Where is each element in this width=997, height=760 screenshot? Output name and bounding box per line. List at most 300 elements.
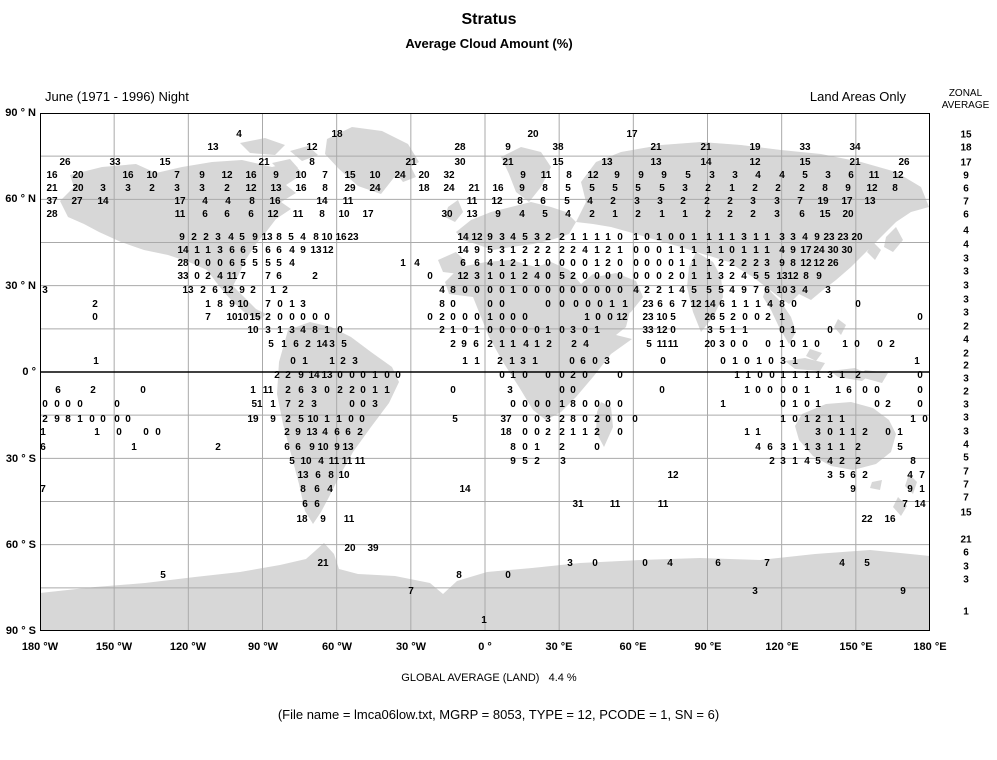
grid-value: 20 (72, 183, 84, 194)
grid-value: 4 (228, 232, 234, 243)
grid-value: 0 (534, 427, 540, 438)
grid-value: 0 (65, 399, 71, 410)
grid-value: 5 (802, 170, 808, 181)
grid-value: 12 (892, 170, 904, 181)
grid-value: 11 (341, 456, 353, 467)
grid-value: 1 (487, 271, 493, 282)
grid-value: 2 (610, 196, 616, 207)
grid-value: 0 (917, 312, 923, 323)
grid-value: 8 (517, 196, 523, 207)
grid-value: 1 (329, 356, 335, 367)
grid-value: 17 (626, 129, 638, 140)
grid-value: 2 (191, 232, 197, 243)
grid-value: 10 (237, 299, 249, 310)
grid-value: 0 (814, 339, 820, 350)
grid-value: 2 (224, 183, 230, 194)
grid-value: 1 (668, 285, 674, 296)
grid-value: 0 (765, 339, 771, 350)
grid-value: 12 (491, 196, 503, 207)
grid-value: 1 (372, 385, 378, 396)
grid-value: 1 (815, 399, 821, 410)
grid-value: 1 (270, 285, 276, 296)
grid-value: 3 (329, 339, 335, 350)
grid-value: 3 (372, 399, 378, 410)
grid-value: 13 (310, 245, 322, 256)
grid-value: 0 (780, 399, 786, 410)
grid-value: 0 (522, 399, 528, 410)
grid-value: 0 (559, 299, 565, 310)
grid-value: 4 (907, 470, 913, 481)
grid-value: 0 (633, 258, 639, 269)
zonal-average-value: 17 (960, 157, 972, 169)
grid-value: 3 (774, 196, 780, 207)
grid-value: 2 (862, 470, 868, 481)
grid-value: 0 (592, 356, 598, 367)
grid-value: 2 (545, 245, 551, 256)
grid-value: 17 (800, 245, 812, 256)
grid-value: 9 (900, 586, 906, 597)
grid-value: 0 (791, 299, 797, 310)
zonal-average-value: 3 (963, 373, 969, 385)
grid-value: 8 (510, 442, 516, 453)
grid-value: 1 (570, 427, 576, 438)
grid-value: 7 (919, 470, 925, 481)
grid-value: 0 (194, 271, 200, 282)
grid-value: 2 (312, 271, 318, 282)
grid-value: 0 (348, 414, 354, 425)
grid-value: 10 (338, 470, 350, 481)
zonal-average-value: 4 (963, 439, 969, 451)
grid-value: 9 (179, 232, 185, 243)
grid-value: 20 (527, 129, 539, 140)
grid-value: 26 (898, 157, 910, 168)
grid-value: 0 (729, 245, 735, 256)
grid-value: 1 (270, 399, 276, 410)
grid-value: 11 (656, 339, 668, 350)
grid-value: 21 (849, 157, 861, 168)
grid-value: 2 (855, 442, 861, 453)
grid-value: 0 (742, 312, 748, 323)
grid-value: 1 (510, 339, 516, 350)
grid-value: 8 (328, 470, 334, 481)
grid-value: 6 (715, 558, 721, 569)
grid-value: 11 (354, 456, 366, 467)
grid-value: 6 (580, 356, 586, 367)
grid-value: 8 (910, 456, 916, 467)
grid-value: 8 (65, 414, 71, 425)
grid-value: 2 (42, 414, 48, 425)
grid-value: 5 (897, 442, 903, 453)
grid-value: 1 (792, 370, 798, 381)
grid-value: 13 (864, 196, 876, 207)
grid-value: 3 (752, 586, 758, 597)
grid-value: 1 (792, 356, 798, 367)
grid-value: 0 (545, 399, 551, 410)
grid-value: 2 (274, 370, 280, 381)
grid-value: 2 (705, 183, 711, 194)
grid-value: 0 (427, 312, 433, 323)
grid-value: 1 (792, 456, 798, 467)
grid-value: 4 (414, 258, 420, 269)
grid-value: 1 (804, 385, 810, 396)
grid-value: 11 (174, 209, 186, 220)
grid-value: 9 (54, 414, 60, 425)
grid-value: 0 (92, 312, 98, 323)
grid-value: 0 (522, 414, 528, 425)
grid-value: 8 (570, 414, 576, 425)
grid-value: 1 (534, 442, 540, 453)
grid-value: 9 (199, 170, 205, 181)
grid-value: 4 (565, 209, 571, 220)
grid-value: 9 (790, 245, 796, 256)
grid-value: 0 (757, 370, 763, 381)
grid-value: 5 (298, 414, 304, 425)
grid-value: 3 (825, 170, 831, 181)
grid-value: 2 (559, 427, 565, 438)
grid-value: 0 (140, 385, 146, 396)
grid-value: 10 (295, 170, 307, 181)
grid-value: 0 (827, 427, 833, 438)
grid-value: 5 (670, 312, 676, 323)
grid-value: 1 (450, 325, 456, 336)
grid-value: 11 (667, 339, 679, 350)
grid-value: 4 (523, 339, 529, 350)
grid-value: 2 (298, 399, 304, 410)
grid-value: 6 (669, 299, 675, 310)
grid-value: 0 (324, 312, 330, 323)
grid-value: 4 (289, 245, 295, 256)
grid-value: 0 (679, 271, 685, 282)
grid-value: 1 (744, 427, 750, 438)
zonal-average-value: 7 (963, 196, 969, 208)
global-average-label: GLOBAL AVERAGE (LAND) 4.4 % (401, 672, 577, 684)
grid-value: 0 (744, 356, 750, 367)
grid-value: 5 (522, 456, 528, 467)
grid-value: 0 (42, 399, 48, 410)
grid-value: 21 (317, 558, 329, 569)
grid-value: 2 (285, 370, 291, 381)
lat-tick-label: 60 ° S (5, 539, 36, 551)
grid-value: 0 (668, 258, 674, 269)
grid-value: 1 (594, 258, 600, 269)
grid-value: 11 (868, 170, 880, 181)
grid-value: 16 (335, 232, 347, 243)
grid-value: 1 (718, 245, 724, 256)
grid-value: 24 (394, 170, 406, 181)
grid-value: 15 (249, 312, 261, 323)
grid-value: 0 (499, 299, 505, 310)
grid-value: 2 (559, 442, 565, 453)
grid-value: 4 (779, 170, 785, 181)
grid-value: 18 (331, 129, 343, 140)
grid-value: 0 (874, 399, 880, 410)
grid-value: 2 (534, 456, 540, 467)
grid-value: 0 (277, 299, 283, 310)
grid-value: 1 (582, 427, 588, 438)
grid-value: 4 (767, 299, 773, 310)
lon-tick-label: 180 °E (913, 641, 947, 653)
grid-value: 1 (691, 232, 697, 243)
grid-value: 2 (752, 183, 758, 194)
zonal-average-value: 15 (960, 507, 972, 519)
zonal-average-value: 3 (963, 426, 969, 438)
grid-value: 0 (594, 285, 600, 296)
grid-value: 5 (646, 339, 652, 350)
grid-value: 8 (450, 285, 456, 296)
grid-value: 0 (617, 271, 623, 282)
grid-value: 12 (800, 258, 812, 269)
grid-value: 2 (571, 339, 577, 350)
grid-value: 9 (495, 209, 501, 220)
grid-value: 0 (545, 258, 551, 269)
grid-value: 0 (462, 312, 468, 323)
grid-value: 1 (753, 245, 759, 256)
grid-value: 4 (327, 484, 333, 495)
grid-value: 6 (345, 427, 351, 438)
grid-value: 8 (570, 399, 576, 410)
grid-value: 2 (200, 285, 206, 296)
grid-value: 6 (202, 209, 208, 220)
grid-value: 0 (679, 232, 685, 243)
zonal-average-value: 4 (963, 225, 969, 237)
grid-value: 2 (340, 356, 346, 367)
grid-value: 2 (215, 442, 221, 453)
lon-tick-label: 120 °W (169, 641, 207, 653)
grid-value: 0 (917, 370, 923, 381)
zonal-average-value: 1 (963, 606, 969, 618)
grid-value: 10 (656, 312, 668, 323)
zonal-average-value: 18 (960, 142, 972, 154)
grid-value: 10 (307, 414, 319, 425)
grid-value: 13 (776, 271, 788, 282)
grid-value: 8 (542, 183, 548, 194)
grid-value: 29 (344, 183, 356, 194)
grid-value: 0 (659, 385, 665, 396)
grid-value: 9 (273, 170, 279, 181)
zonal-average-value: 2 (963, 348, 969, 360)
grid-value: 19 (247, 414, 259, 425)
grid-value: 0 (862, 385, 868, 396)
grid-value: 0 (769, 370, 775, 381)
grid-value: 1 (742, 325, 748, 336)
grid-value: 3 (682, 183, 688, 194)
file-info-label: (File name = lmca06low.txt, MGRP = 8053, TYPE = 12, PCODE = 1, SN = 6) (277, 707, 720, 722)
grid-value: 14 (316, 196, 328, 207)
zonal-average-value: 3 (963, 574, 969, 586)
grid-value: 26 (827, 258, 839, 269)
grid-value: 9 (779, 258, 785, 269)
grid-value: 1 (706, 271, 712, 282)
grid-value: 4 (633, 285, 639, 296)
grid-value: 0 (559, 325, 565, 336)
grid-value: 1 (679, 258, 685, 269)
grid-value: 4 (802, 232, 808, 243)
grid-value: 14 (459, 484, 471, 495)
grid-value: 0 (522, 442, 528, 453)
grid-value: 1 (510, 271, 516, 282)
grid-value: 2 (727, 196, 733, 207)
grid-value: 20 (344, 543, 356, 554)
grid-value: 0 (290, 356, 296, 367)
grid-value: 0 (656, 245, 662, 256)
grid-value: 10 (300, 456, 312, 467)
grid-value: 10 (146, 170, 158, 181)
grid-value: 31 (572, 499, 584, 510)
grid-value: 0 (450, 312, 456, 323)
zonal-average-value: 3 (963, 253, 969, 265)
grid-value: 3 (174, 183, 180, 194)
grid-value: 6 (298, 385, 304, 396)
grid-value: 1 (609, 299, 615, 310)
grid-value: 5 (719, 325, 725, 336)
grid-value: 6 (474, 258, 480, 269)
grid-value: 2 (92, 299, 98, 310)
grid-value: 21 (46, 183, 58, 194)
grid-value: 1 (815, 370, 821, 381)
grid-value: 0 (804, 399, 810, 410)
grid-value: 0 (324, 385, 330, 396)
grid-value: 1 (792, 442, 798, 453)
grid-value: 0 (570, 385, 576, 396)
grid-value: 10 (338, 209, 350, 220)
grid-value: 5 (815, 456, 821, 467)
grid-value: 3 (570, 325, 576, 336)
zonal-average-value: 3 (963, 280, 969, 292)
grid-value: 1 (250, 385, 256, 396)
grid-value: 1 (827, 442, 833, 453)
grid-value: 0 (194, 258, 200, 269)
grid-value: 3 (42, 285, 48, 296)
grid-value: 8 (439, 299, 445, 310)
grid-value: 1 (691, 258, 697, 269)
grid-value: 0 (656, 271, 662, 282)
grid-value: 4 (289, 258, 295, 269)
grid-value: 1 (804, 370, 810, 381)
grid-value: 2 (704, 196, 710, 207)
grid-value: 12 (471, 232, 483, 243)
grid-value: 0 (116, 427, 122, 438)
grid-value: 2 (635, 209, 641, 220)
grid-value: 8 (217, 299, 223, 310)
grid-value: 15 (552, 157, 564, 168)
grid-value: 7 (174, 170, 180, 181)
grid-value: 6 (295, 442, 301, 453)
grid-value: 0 (605, 399, 611, 410)
grid-value: 1 (40, 427, 46, 438)
grid-value: 9 (907, 484, 913, 495)
grid-value: 15 (159, 157, 171, 168)
grid-value: 6 (265, 245, 271, 256)
grid-value: 2 (203, 232, 209, 243)
grid-value: 2 (497, 356, 503, 367)
grid-value: 2 (656, 285, 662, 296)
grid-value: 1 (780, 414, 786, 425)
grid-value: 8 (892, 183, 898, 194)
header-period-label: June (1971 - 1996) Night (45, 89, 189, 104)
grid-value: 0 (450, 299, 456, 310)
zonal-average-value: 3 (963, 294, 969, 306)
grid-value: 1 (594, 245, 600, 256)
grid-value: 10 (776, 285, 788, 296)
grid-value: 0 (474, 312, 480, 323)
grid-value: 0 (582, 325, 588, 336)
lat-tick-label: 30 ° N (5, 280, 36, 292)
grid-value: 7 (902, 499, 908, 510)
zonal-average-value: 4 (963, 239, 969, 251)
grid-value: 5 (719, 312, 725, 323)
grid-value: 1 (779, 339, 785, 350)
grid-value: 0 (522, 312, 528, 323)
grid-value: 13 (466, 209, 478, 220)
grid-value: 3 (815, 442, 821, 453)
grid-value: 3 (779, 232, 785, 243)
grid-value: 3 (750, 196, 756, 207)
grid-value: 2 (357, 427, 363, 438)
grid-value: 27 (71, 196, 83, 207)
grid-value: 6 (850, 470, 856, 481)
zonal-average-value: 9 (963, 170, 969, 182)
lat-tick-label: 60 ° N (5, 193, 36, 205)
grid-value: 8 (822, 183, 828, 194)
grid-value: 3 (520, 356, 526, 367)
grid-value: 11 (328, 456, 340, 467)
grid-value: 2 (705, 209, 711, 220)
grid-value: 3 (741, 232, 747, 243)
grid-value: 0 (77, 399, 83, 410)
grid-value: 1 (481, 615, 487, 626)
grid-value: 1 (827, 414, 833, 425)
grid-value: 0 (559, 258, 565, 269)
grid-value: 0 (559, 385, 565, 396)
grid-value: 14 (177, 245, 189, 256)
grid-value: 8 (803, 271, 809, 282)
grid-value: 8 (319, 209, 325, 220)
grid-value: 1 (804, 414, 810, 425)
grid-value: 12 (322, 245, 334, 256)
grid-value: 5 (685, 170, 691, 181)
grid-value: 4 (839, 558, 845, 569)
grid-value: 2 (570, 370, 576, 381)
grid-value: 1 (93, 356, 99, 367)
grid-value: 6 (764, 285, 770, 296)
grid-value: 2 (605, 258, 611, 269)
grid-value: 9 (614, 170, 620, 181)
grid-value: 0 (545, 271, 551, 282)
grid-value: 1 (729, 183, 735, 194)
grid-value: 15 (344, 170, 356, 181)
grid-value: 8 (566, 170, 572, 181)
grid-value: 0 (592, 558, 598, 569)
grid-value: 0 (570, 258, 576, 269)
grid-value: 1 (731, 299, 737, 310)
grid-value: 9 (270, 414, 276, 425)
grid-value: 2 (149, 183, 155, 194)
grid-value: 1 (510, 285, 516, 296)
grid-value: 1 (534, 258, 540, 269)
grid-value: 16 (122, 170, 134, 181)
grid-value: 0 (522, 325, 528, 336)
grid-value: 1 (839, 370, 845, 381)
grid-value: 11 (226, 271, 238, 282)
grid-value: 8 (249, 196, 255, 207)
grid-value: 6 (657, 299, 663, 310)
grid-value: 2 (439, 325, 445, 336)
grid-value: 12 (587, 170, 599, 181)
grid-value: 2 (605, 245, 611, 256)
zonal-average-value: 7 (963, 466, 969, 478)
grid-value: 0 (642, 558, 648, 569)
grid-value: 28 (46, 209, 58, 220)
